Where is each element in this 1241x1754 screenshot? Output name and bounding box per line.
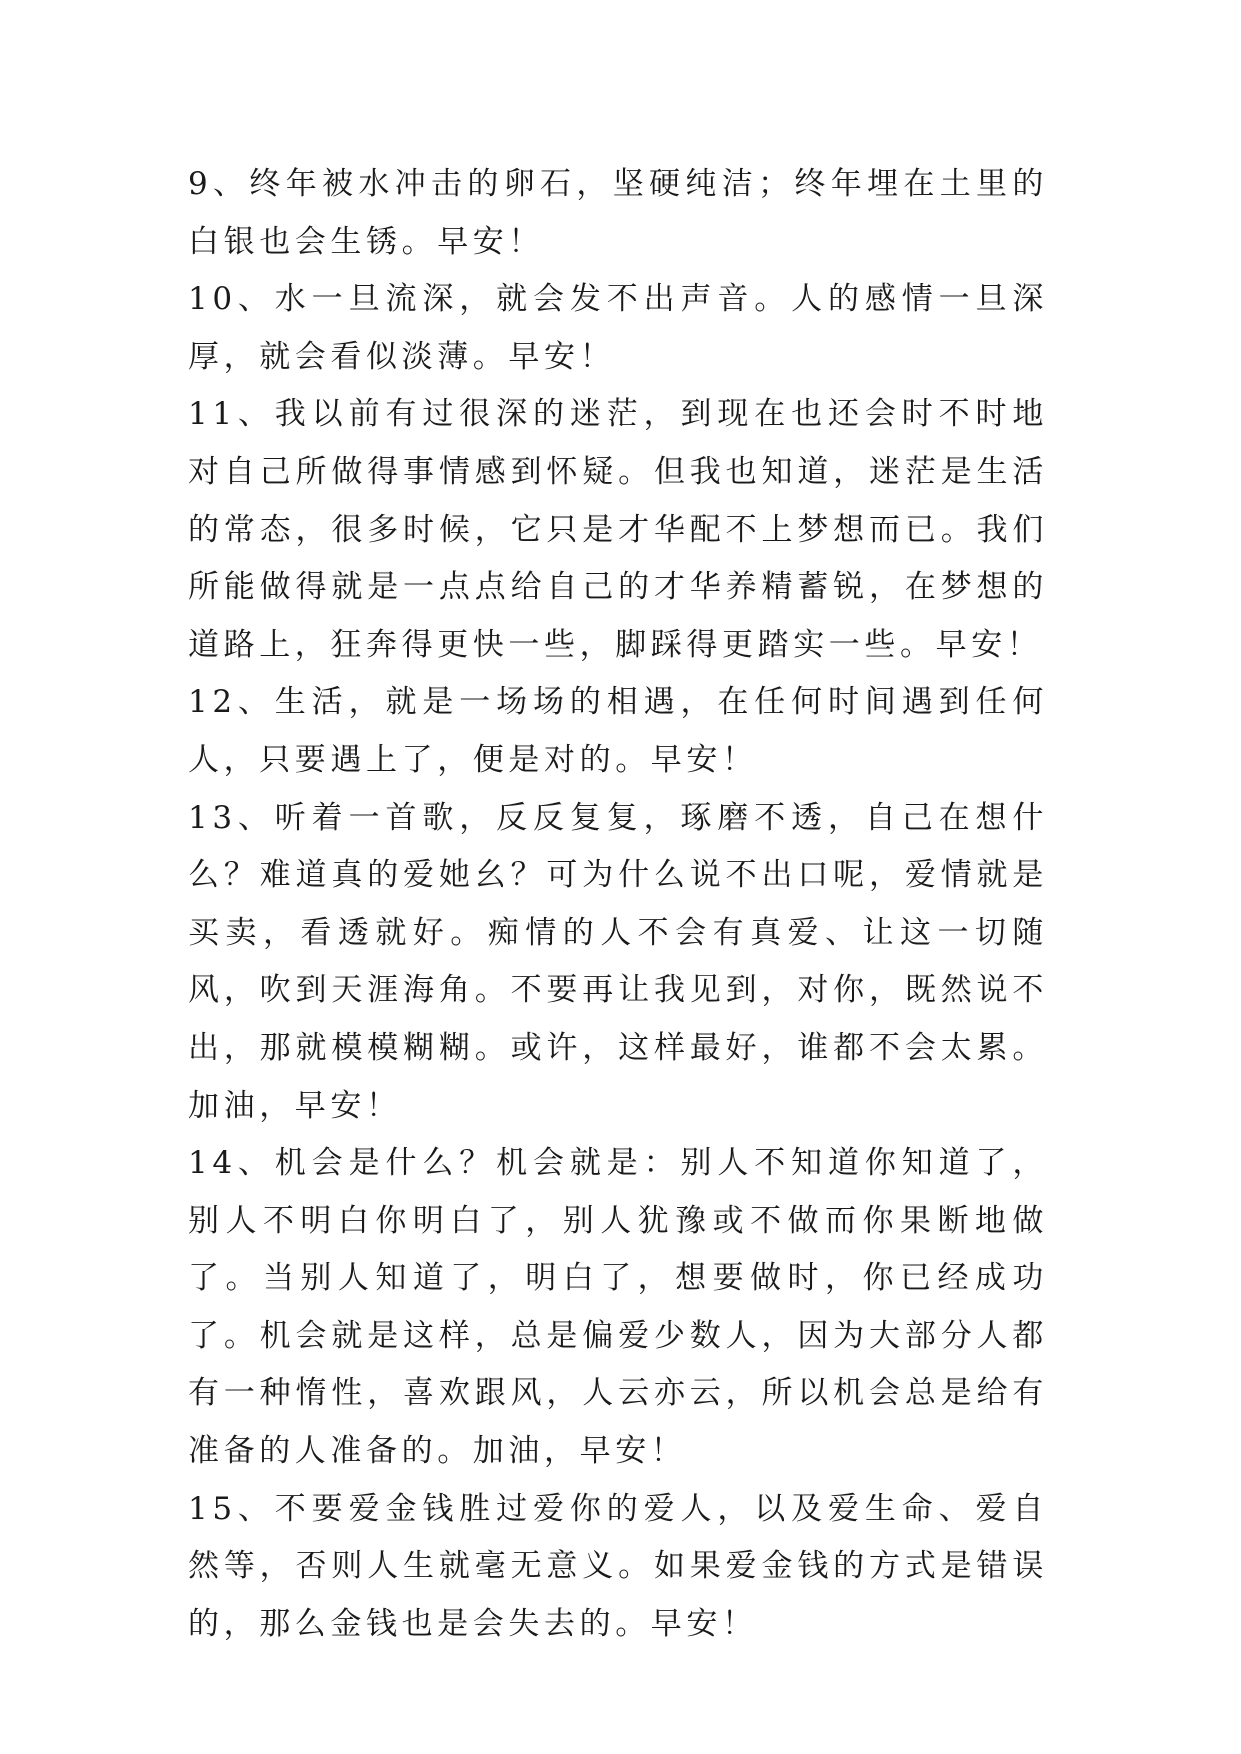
document-body <box>188 156 1048 1653</box>
paragraph-15: 15、不要爱金钱胜过爱你的爱人，以及爱生命、爱自然等，否则人生就毫无意义。如果爱金钱的方式是错误的，那么金钱也是会失去的。早安！ <box>188 1490 1048 1642</box>
paragraph-13: 13、听着一首歌，反反复复，琢磨不透，自己在想什么？难道真的爱她幺？可为什么说不出口呢，爱情就是买卖，看透就好。痴情的人不会有真爱、让这一切随风，吹到天涯海角。不要再让我见到，对你，既然说不出，那就模模糊糊。或许，这样最好，谁都不会太累。加油，早安！ <box>188 799 1048 1124</box>
paragraph-14: 14、机会是什么？机会就是：别人不知道你知道了，别人不明白你明白了，别人犹豫或不做而你果断地做了。当别人知道了，明白了，想要做时，你已经成功了。机会就是这样，总是偏爱少数人，因为大部分人都有一种惰性，喜欢跟风，人云亦云，所以机会总是给有准备的人准备的。加油，早安！ <box>188 1145 1048 1470</box>
paragraph-9: 9、终年被水冲击的卵石，坚硬纯洁；终年埋在土里的白银也会生锈。早安！ <box>188 166 1048 260</box>
paragraph-10: 10、水一旦流深，就会发不出声音。人的感情一旦深厚，就会看似淡薄。早安！ <box>188 281 1048 375</box>
paragraph-12: 12、生活，就是一场场的相遇，在任何时间遇到任何人，只要遇上了，便是对的。早安！ <box>188 684 1048 778</box>
paragraph-11: 11、我以前有过很深的迷茫，到现在也还会时不时地对自己所做得事情感到怀疑。但我也知道，迷茫是生活的常态，很多时候，它只是才华配不上梦想而已。我们所能做得就是一点点给自己的才华养精蓄锐，在梦想的道路上，狂奔得更快一些，脚踩得更踏实一些。早安！ <box>188 396 1048 663</box>
